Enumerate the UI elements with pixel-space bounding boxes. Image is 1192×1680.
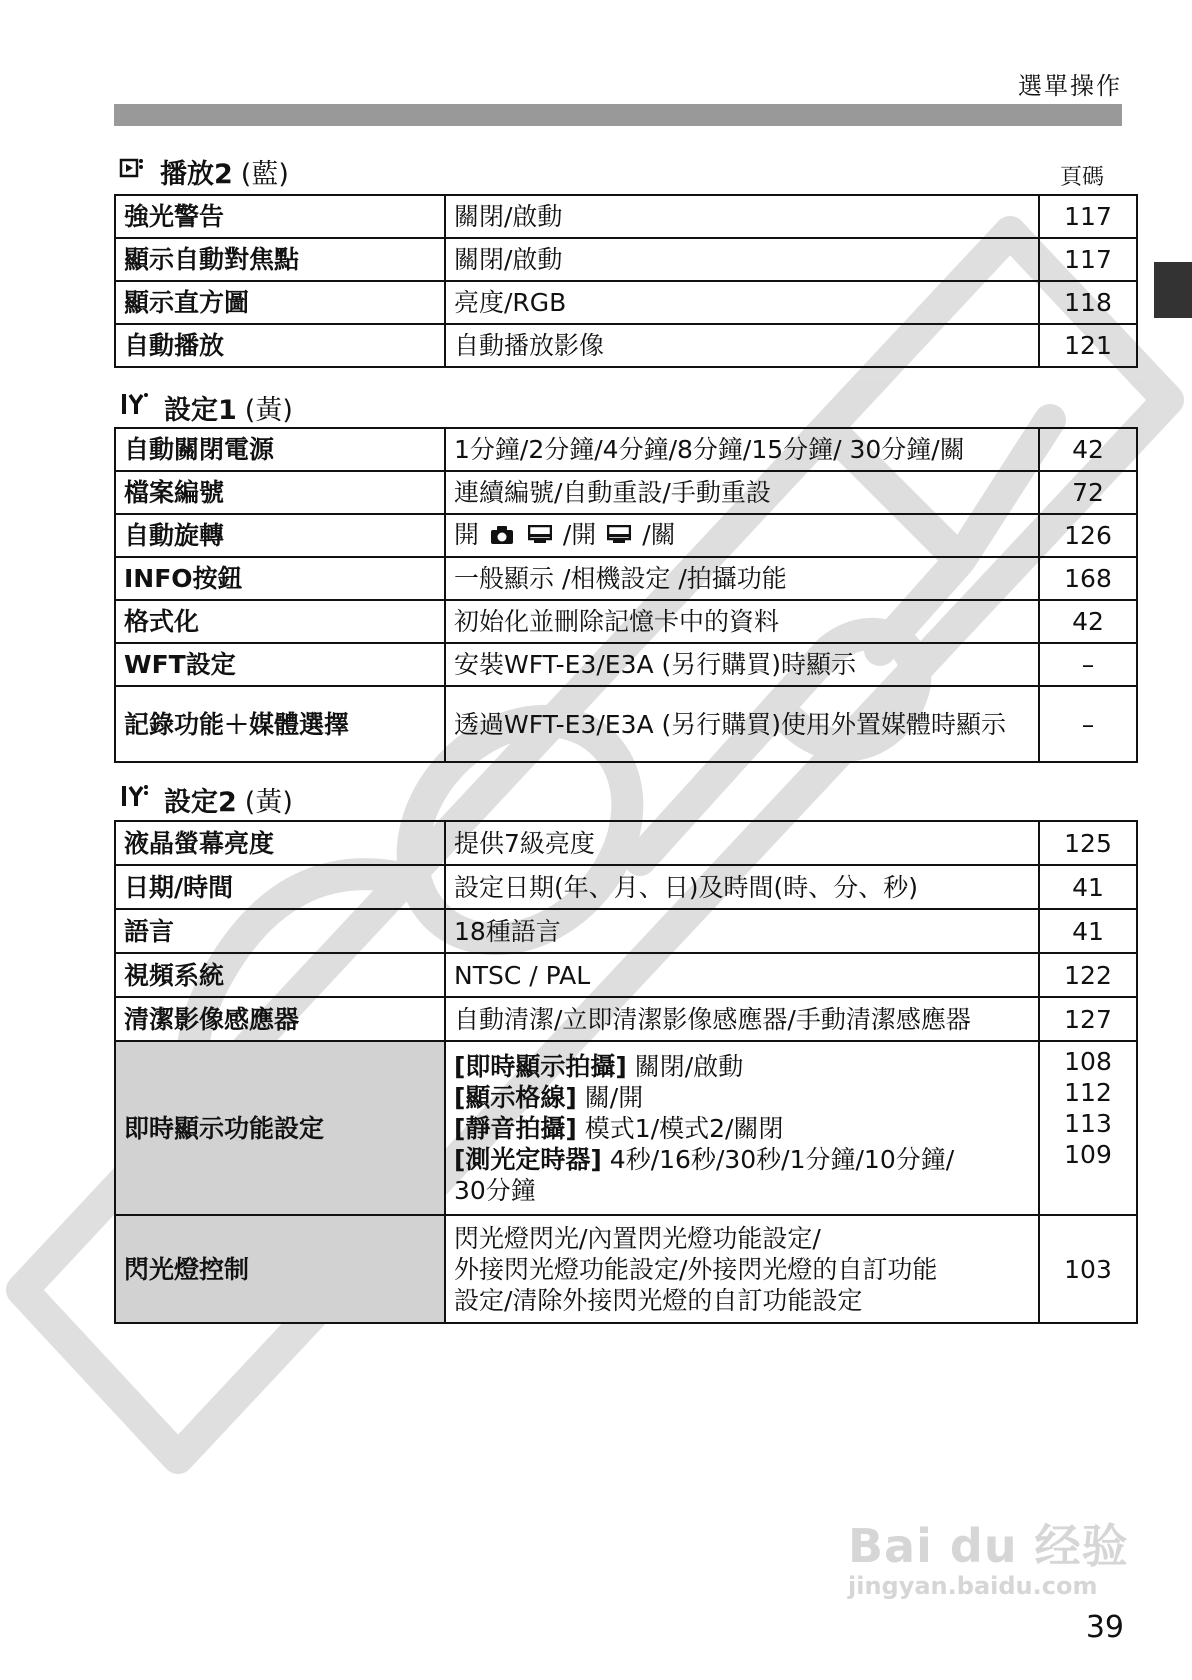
menu-item-name: 顯示自動對焦點 xyxy=(115,238,445,281)
section-name: 播放2 xyxy=(160,159,233,190)
menu-item-page: 41 xyxy=(1039,909,1137,953)
menu-item-pages xyxy=(1039,1041,1137,1215)
table-row xyxy=(115,471,1137,514)
menu-item-name: 視頻系統 xyxy=(115,953,445,997)
menu-item-setting: 初始化並刪除記憶卡中的資料 xyxy=(445,600,1039,643)
monitor-icon xyxy=(528,521,552,552)
menu-item-page: 127 xyxy=(1039,997,1137,1041)
table-row xyxy=(115,953,1137,997)
menu-item-name: WFT設定 xyxy=(115,643,445,686)
setup-icon xyxy=(119,783,149,816)
table-row xyxy=(115,909,1137,953)
table-row xyxy=(115,686,1137,762)
menu-item-page: 122 xyxy=(1039,953,1137,997)
menu-item-setting: 提供7級亮度 xyxy=(445,821,1039,865)
menu-table-setup1 xyxy=(114,427,1138,763)
menu-item-page: 41 xyxy=(1039,865,1137,909)
menu-item-page: 109 xyxy=(1064,1140,1112,1169)
menu-item-page: 42 xyxy=(1039,428,1137,471)
menu-item-page: 126 xyxy=(1039,514,1137,557)
menu-item-page: 121 xyxy=(1039,324,1137,367)
menu-table-setup2 xyxy=(114,820,1138,1324)
menu-item-page: 103 xyxy=(1039,1215,1137,1323)
table-row xyxy=(115,821,1137,865)
menu-item-name: 顯示直方圖 xyxy=(115,281,445,324)
menu-item-name: 自動播放 xyxy=(115,324,445,367)
live-view-entry-label: [顯示格線] xyxy=(454,1082,577,1112)
live-view-entry xyxy=(454,1051,1030,1082)
live-view-entry-value: 模式1/模式2/關閉 xyxy=(576,1113,784,1143)
live-view-entry-continuation: 30分鐘 xyxy=(454,1175,536,1205)
live-view-entry xyxy=(454,1113,1030,1144)
menu-item-setting: 關閉/啟動 xyxy=(445,238,1039,281)
menu-item-page: 125 xyxy=(1039,821,1137,865)
section-color: (黃) xyxy=(244,395,293,426)
table-row xyxy=(115,195,1137,238)
section-title-playback2 xyxy=(116,152,289,191)
menu-item-page: 117 xyxy=(1039,195,1137,238)
menu-item-name: 閃光燈控制 xyxy=(115,1215,445,1323)
section-title-setup1 xyxy=(116,388,293,427)
menu-item-setting: 亮度/RGB xyxy=(445,281,1039,324)
auto-rotate-option: /關 xyxy=(642,520,676,550)
menu-item-page: – xyxy=(1039,643,1137,686)
table-row xyxy=(115,600,1137,643)
menu-item-setting xyxy=(445,1215,1039,1323)
table-row xyxy=(115,281,1137,324)
menu-item-setting: 關閉/啟動 xyxy=(445,195,1039,238)
baidu-watermark-brand: Bai du 经验 xyxy=(848,1519,1129,1573)
menu-item-name: 日期/時間 xyxy=(115,865,445,909)
baidu-watermark xyxy=(848,1510,1129,1600)
menu-item-name: 清潔影像感應器 xyxy=(115,997,445,1041)
menu-item-name: 語言 xyxy=(115,909,445,953)
menu-item-name: 格式化 xyxy=(115,600,445,643)
live-view-entry-label: [測光定時器] xyxy=(454,1144,602,1174)
page-number: 39 xyxy=(1085,1610,1124,1645)
flash-setting-line: 外接閃光燈功能設定/外接閃光燈的自訂功能 xyxy=(454,1254,938,1284)
menu-table-playback2 xyxy=(114,194,1138,368)
page-column-header: 頁碼 xyxy=(1059,165,1104,190)
menu-item-page: 108 xyxy=(1064,1047,1112,1076)
menu-item-name: 自動旋轉 xyxy=(115,514,445,557)
live-view-entry xyxy=(454,1082,1030,1113)
menu-item-name: 自動關閉電源 xyxy=(115,428,445,471)
section-color: (藍) xyxy=(240,159,289,190)
menu-item-page: 72 xyxy=(1039,471,1137,514)
table-row xyxy=(115,643,1137,686)
menu-item-name: 液晶螢幕亮度 xyxy=(115,821,445,865)
menu-item-name: 檔案編號 xyxy=(115,471,445,514)
menu-item-name: INFO按鈕 xyxy=(115,557,445,600)
auto-rotate-option: /開 xyxy=(562,520,597,550)
table-row xyxy=(115,865,1137,909)
table-row xyxy=(115,324,1137,367)
live-view-entry-value: 關/開 xyxy=(576,1082,644,1112)
playback-icon xyxy=(119,156,145,187)
live-view-entry-label: [靜音拍攝] xyxy=(454,1113,577,1143)
header-title: 選單操作 xyxy=(1018,72,1122,100)
menu-item-page: 112 xyxy=(1064,1078,1112,1107)
setup-icon xyxy=(119,391,149,424)
menu-item-setting: 安裝WFT-E3/E3A (另行購買)時顯示 xyxy=(445,643,1039,686)
table-row xyxy=(115,1041,1137,1215)
chapter-edge-tab xyxy=(1154,262,1192,318)
table-row xyxy=(115,514,1137,557)
live-view-entry xyxy=(454,1144,1030,1175)
menu-item-setting: 設定日期(年、月、日)及時間(時、分、秒) xyxy=(445,865,1039,909)
menu-item-setting: 自動清潔/立即清潔影像感應器/手動清潔感應器 xyxy=(445,997,1039,1041)
auto-rotate-option: 開 xyxy=(454,520,480,550)
live-view-entry-value: 關閉/啟動 xyxy=(626,1051,744,1081)
table-row xyxy=(115,997,1137,1041)
table-row xyxy=(115,557,1137,600)
camera-icon xyxy=(490,521,514,552)
flash-setting-line: 設定/清除外接閃光燈的自訂功能設定 xyxy=(454,1285,863,1315)
baidu-watermark-url: jingyan.baidu.com xyxy=(848,1572,1098,1600)
menu-item-setting: NTSC / PAL xyxy=(445,953,1039,997)
live-view-entry-value: 4秒/16秒/30秒/1分鐘/10分鐘/ xyxy=(601,1144,955,1174)
menu-item-setting xyxy=(445,1041,1039,1215)
menu-item-name: 強光警告 xyxy=(115,195,445,238)
menu-item-setting xyxy=(445,514,1039,557)
menu-item-setting: 透過WFT-E3/E3A (另行購買)使用外置媒體時顯示 xyxy=(445,686,1039,762)
menu-item-setting: 連續編號/自動重設/手動重設 xyxy=(445,471,1039,514)
live-view-entry-label: [即時顯示拍攝] xyxy=(454,1051,627,1081)
menu-item-name: 記錄功能＋媒體選擇 xyxy=(115,686,445,762)
section-title-setup2 xyxy=(116,780,293,819)
table-row xyxy=(115,428,1137,471)
menu-item-setting: 18種語言 xyxy=(445,909,1039,953)
table-row xyxy=(115,238,1137,281)
menu-item-page: 168 xyxy=(1039,557,1137,600)
menu-item-page: 118 xyxy=(1039,281,1137,324)
header-bar xyxy=(114,104,1122,126)
menu-item-setting: 1分鐘/2分鐘/4分鐘/8分鐘/15分鐘/ 30分鐘/關 xyxy=(445,428,1039,471)
section-name: 設定2 xyxy=(164,787,237,818)
flash-setting-line: 閃光燈閃光/內置閃光燈功能設定/ xyxy=(454,1223,821,1253)
section-name: 設定1 xyxy=(164,395,237,426)
menu-item-page: 113 xyxy=(1064,1109,1112,1138)
menu-item-setting: 自動播放影像 xyxy=(445,324,1039,367)
section-color: (黃) xyxy=(244,787,293,818)
menu-item-page: 42 xyxy=(1039,600,1137,643)
menu-item-setting: 一般顯示 /相機設定 /拍攝功能 xyxy=(445,557,1039,600)
menu-item-name: 即時顯示功能設定 xyxy=(115,1041,445,1215)
monitor-icon xyxy=(607,521,631,552)
menu-item-page: – xyxy=(1039,686,1137,762)
table-row xyxy=(115,1215,1137,1323)
menu-item-page: 117 xyxy=(1039,238,1137,281)
